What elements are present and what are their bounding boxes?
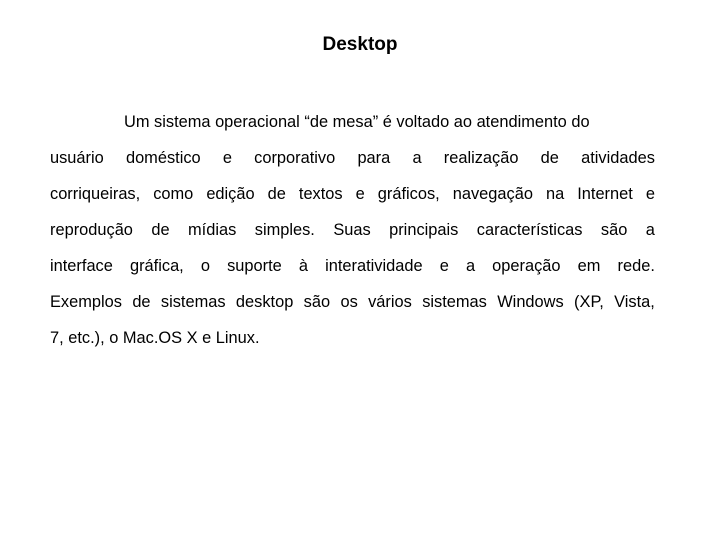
word: mídias bbox=[188, 221, 237, 239]
word: Windows bbox=[497, 293, 564, 311]
word: e bbox=[222, 149, 232, 167]
word: rede. bbox=[617, 257, 655, 275]
word: corporativo bbox=[254, 149, 336, 167]
word: doméstico bbox=[125, 149, 201, 167]
word: vários bbox=[368, 293, 412, 311]
paragraph-line: 7, etc.), o Mac.OS X e Linux. bbox=[50, 329, 260, 347]
word: gráfica, bbox=[129, 257, 184, 275]
word: e bbox=[355, 185, 365, 203]
word: Internet bbox=[577, 185, 633, 203]
slide-title: Desktop bbox=[322, 34, 398, 55]
word: para bbox=[357, 149, 391, 167]
word: navegação bbox=[452, 185, 533, 203]
word: o bbox=[200, 257, 210, 275]
word: (XP, bbox=[574, 293, 604, 311]
word: de bbox=[132, 293, 151, 311]
paragraph-line bbox=[50, 176, 655, 212]
word: edição bbox=[206, 185, 255, 203]
word: Suas bbox=[333, 221, 371, 239]
word: características bbox=[476, 221, 583, 239]
word: interatividade bbox=[325, 257, 423, 275]
word: usuário bbox=[50, 149, 104, 167]
word: reprodução bbox=[50, 221, 133, 239]
word: sistemas bbox=[160, 293, 226, 311]
word: sistemas bbox=[422, 293, 487, 311]
word: Vista, bbox=[614, 293, 655, 311]
word: interface bbox=[50, 257, 113, 275]
word: operação bbox=[492, 257, 561, 275]
word: atividades bbox=[581, 149, 655, 167]
paragraph-line bbox=[50, 284, 655, 320]
word: como bbox=[153, 185, 194, 203]
word: Exemplos bbox=[50, 293, 122, 311]
word: de bbox=[267, 185, 286, 203]
word: e bbox=[439, 257, 449, 275]
word: a bbox=[645, 221, 655, 239]
paragraph-line: Um sistema operacional “de mesa” é voltado ao atendimento do bbox=[124, 113, 590, 131]
word: realização bbox=[443, 149, 519, 167]
word: à bbox=[298, 257, 308, 275]
word: desktop bbox=[235, 293, 294, 311]
word: a bbox=[412, 149, 422, 167]
word: os bbox=[340, 293, 358, 311]
word: textos bbox=[298, 185, 343, 203]
word: são bbox=[600, 221, 628, 239]
paragraph-line bbox=[50, 140, 655, 176]
word: a bbox=[465, 257, 476, 275]
word: gráficos, bbox=[377, 185, 440, 203]
word: principais bbox=[389, 221, 459, 239]
word: são bbox=[303, 293, 331, 311]
word: de bbox=[540, 149, 559, 167]
paragraph-line bbox=[50, 212, 655, 248]
word: na bbox=[545, 185, 565, 203]
word: suporte bbox=[227, 257, 282, 275]
word: de bbox=[151, 221, 170, 239]
body-paragraph bbox=[50, 104, 655, 356]
word: e bbox=[645, 185, 655, 203]
word: simples. bbox=[254, 221, 315, 239]
word: em bbox=[577, 257, 601, 275]
paragraph-line bbox=[50, 248, 655, 284]
word: corriqueiras, bbox=[50, 185, 141, 203]
